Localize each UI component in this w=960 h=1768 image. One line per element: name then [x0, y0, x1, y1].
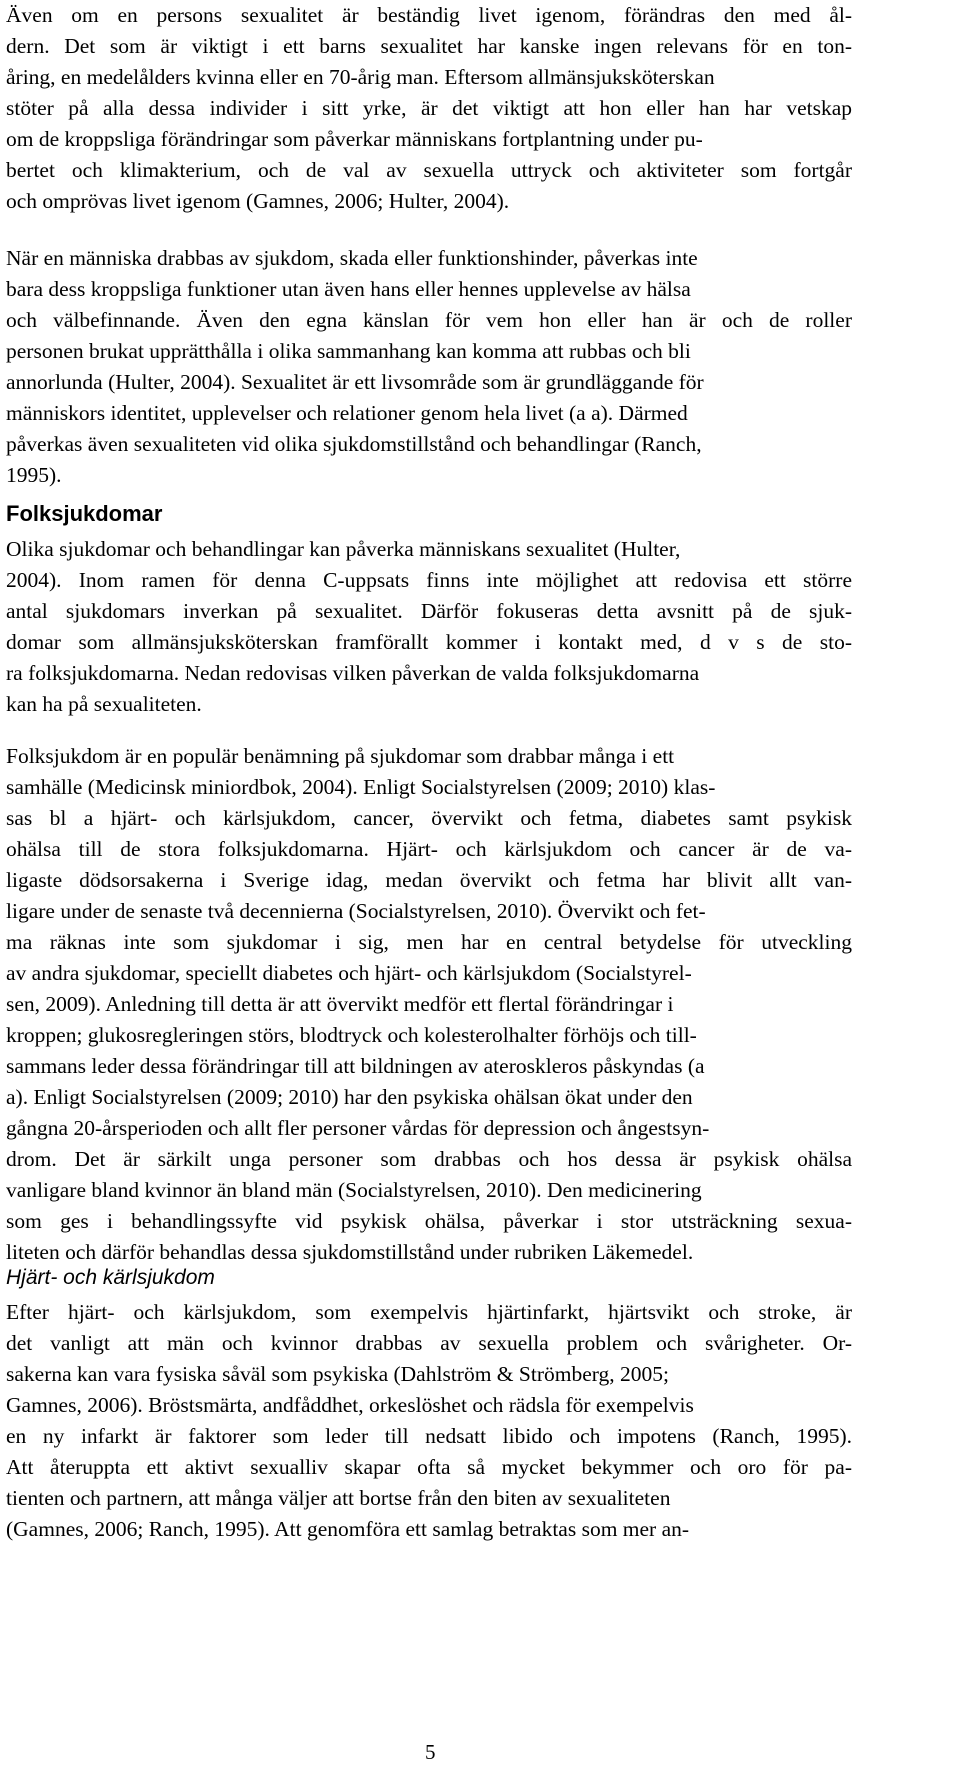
text-line: och välbefinnande. Även den egna känslan för vem hon eller han är och de roller: [6, 308, 852, 332]
text-line: ma räknas inte som sjukdomar i sig, men har en central betydelse för utveckling: [6, 930, 852, 954]
text-line: sen, 2009). Anledning till detta är att övervikt medför ett flertal förändringar i: [6, 992, 674, 1016]
paragraph: [6, 1297, 852, 1545]
text-line: 1995).: [6, 463, 62, 487]
text-line: Även om en persons sexualitet är beständig livet igenom, förändras den med ål-: [6, 3, 852, 27]
text-line: drom. Det är särkilt unga personer som drabbas och hos dessa är psykisk ohälsa: [6, 1147, 852, 1171]
text-line: Folksjukdom är en populär benämning på sjukdomar som drabbar många i ett: [6, 744, 675, 768]
text-line: ligaste dödsorsakerna i Sverige idag, medan övervikt och fetma har blivit allt van-: [6, 868, 852, 892]
page-number: 5: [425, 1740, 436, 1764]
paragraph: [6, 0, 852, 217]
text-line: det vanligt att män och kvinnor drabbas av sexuella problem och svårigheter. Or-: [6, 1331, 852, 1355]
text-line: samhälle (Medicinsk miniordbok, 2004). Enligt Socialstyrelsen (2009; 2010) klas-: [6, 775, 716, 799]
text-line: personen brukat upprätthålla i olika sammanhang kan komma att rubbas och bli: [6, 339, 691, 363]
text-line: När en människa drabbas av sjukdom, skada eller funktionshinder, påverkas inte: [6, 246, 698, 270]
text-line: ligare under de senaste två decennierna (Socialstyrelsen, 2010). Övervikt och fet-: [6, 899, 706, 923]
text-line: ra folksjukdomarna. Nedan redovisas vilken påverkan de valda folksjukdomarna: [6, 661, 700, 685]
text-line: av andra sjukdomar, speciellt diabetes och hjärt- och kärlsjukdom (Socialstyrel-: [6, 961, 692, 985]
text-line: sas bl a hjärt- och kärlsjukdom, cancer, övervikt och fetma, diabetes samt psykisk: [6, 806, 852, 830]
text-line: som ges i behandlingssyfte vid psykisk ohälsa, påverkar i stor utsträckning sexua-: [6, 1209, 852, 1233]
text-line: sakerna kan vara fysiska såväl som psykiska (Dahlström & Strömberg, 2005;: [6, 1362, 669, 1386]
subsection-heading: Hjärt- och kärlsjukdom: [6, 1266, 215, 1289]
text-line: en ny infarkt är faktorer som leder till nedsatt libido och impotens (Ranch, 1995).: [6, 1424, 852, 1448]
text-line: Att återuppta ett aktivt sexualliv skapar ofta så mycket bekymmer och oro för pa-: [6, 1455, 852, 1479]
paragraph: [6, 534, 852, 720]
text-line: tienten och partnern, att många väljer att bortse från den biten av sexualiteten: [6, 1486, 671, 1510]
text-line: (Gamnes, 2006; Ranch, 1995). Att genomföra ett samlag betraktas som mer an-: [6, 1517, 690, 1541]
text-line: kroppen; glukosregleringen störs, blodtryck och kolesterolhalter förhöjs och till-: [6, 1023, 697, 1047]
text-line: Gamnes, 2006). Bröstsmärta, andfåddhet, orkeslöshet och rädsla för exempelvis: [6, 1393, 694, 1417]
text-line: kan ha på sexualiteten.: [6, 692, 202, 716]
text-line: antal sjukdomars inverkan på sexualitet. Därför fokuseras detta avsnitt på de sjuk-: [6, 599, 852, 623]
text-line: bara dess kroppsliga funktioner utan även hans eller hennes upplevelse av hälsa: [6, 277, 691, 301]
paragraph: [6, 741, 852, 1268]
text-line: Olika sjukdomar och behandlingar kan påverka människans sexualitet (Hulter,: [6, 537, 681, 561]
text-line: Efter hjärt- och kärlsjukdom, som exempelvis hjärtinfarkt, hjärtsvikt och stroke, är: [6, 1300, 852, 1324]
text-line: liteten och därför behandlas dessa sjukdomstillstånd under rubriken Läkemedel.: [6, 1240, 694, 1264]
text-line: gångna 20-årsperioden och allt fler personer vårdas för depression och ångestsyn-: [6, 1116, 710, 1140]
text-line: 2004). Inom ramen för denna C-uppsats finns inte möjlighet att redovisa ett större: [6, 568, 852, 592]
paragraph: [6, 243, 852, 491]
text-line: om de kroppsliga förändringar som påverkar människans fortplantning under pu-: [6, 127, 703, 151]
text-line: sammans leder dessa förändringar till att bildningen av ateroskleros påskyndas (a: [6, 1054, 705, 1078]
text-line: a). Enligt Socialstyrelsen (2009; 2010) har den psykiska ohälsan ökat under den: [6, 1085, 693, 1109]
text-line: åring, en medelålders kvinna eller en 70-årig man. Eftersom allmänsjuksköterskan: [6, 65, 715, 89]
text-line: påverkas även sexualiteten vid olika sjukdomstillstånd och behandlingar (Ranch,: [6, 432, 702, 456]
text-line: vanligare bland kvinnor än bland män (Socialstyrelsen, 2010). Den medicinering: [6, 1178, 702, 1202]
text-line: ohälsa till de stora folksjukdomarna. Hjärt- och kärlsjukdom och cancer är de va-: [6, 837, 852, 861]
text-line: domar som allmänsjuksköterskan framförallt kommer i kontakt med, d v s de sto-: [6, 630, 852, 654]
section-heading: Folksjukdomar: [6, 501, 163, 526]
text-line: människors identitet, upplevelser och relationer genom hela livet (a a). Därmed: [6, 401, 688, 425]
text-line: bertet och klimakterium, och de val av sexuella uttryck och aktiviteter som fortgår: [6, 158, 852, 182]
text-line: annorlunda (Hulter, 2004). Sexualitet är ett livsområde som är grundläggande för: [6, 370, 704, 394]
text-line: dern. Det som är viktigt i ett barns sexualitet har kanske ingen relevans för en ton-: [6, 34, 852, 58]
text-line: och omprövas livet igenom (Gamnes, 2006; Hulter, 2004).: [6, 189, 510, 213]
text-line: stöter på alla dessa individer i sitt yrke, är det viktigt att hon eller han har vetskap: [6, 96, 852, 120]
